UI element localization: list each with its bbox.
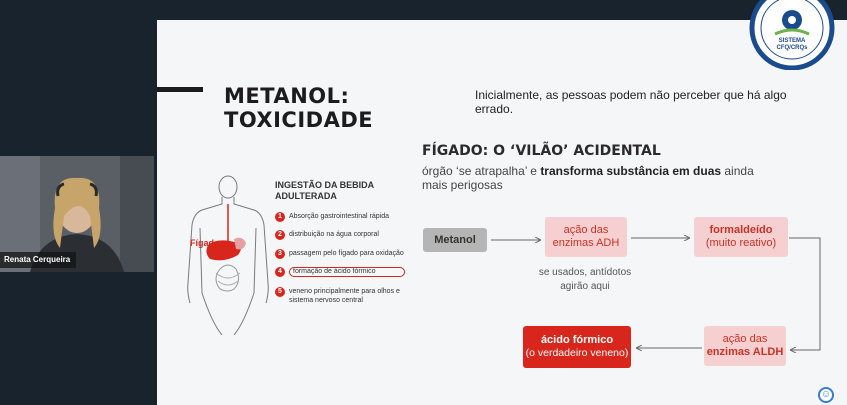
step-item [275, 287, 407, 304]
step-number-badge: 1 [275, 212, 285, 222]
antidote-note: se usados, antídotos agirão aqui [538, 267, 632, 292]
step-text: veneno principalmente para olhos e sistema nervoso central [289, 288, 400, 304]
step-number-badge: 5 [275, 287, 285, 297]
body-outline-icon [172, 173, 284, 335]
step-text: formação de ácido fórmico [289, 267, 405, 277]
ingestion-title: INGESTÃO DA BEBIDA ADULTERADA [275, 180, 374, 201]
section-title: FÍGADO: O ‘VILÃO’ ACIDENTAL [422, 143, 661, 159]
participant-name-label: Renata Cerqueira [0, 252, 76, 268]
flow-box-adh: ação das enzimas ADH [545, 217, 627, 257]
step-item [275, 249, 407, 263]
accessibility-icon[interactable]: ☺ [818, 387, 834, 403]
step-number-badge: 2 [275, 230, 285, 240]
arrow-formaldeido-aldh [789, 238, 820, 350]
step-text: Absorção gastrointestinal rápida [289, 213, 390, 220]
liver-label: Fígado [190, 238, 220, 248]
section-subtitle: órgão ‘se atrapalha’ e transforma substância em duas ainda mais perigosas [422, 164, 754, 192]
step-number-badge: 3 [275, 249, 285, 259]
step-item [275, 212, 407, 226]
slide-title [224, 84, 373, 132]
flow-box-aldh: ação das enzimas ALDH [704, 326, 786, 366]
step-text: passagem pelo fígado para oxidação [289, 250, 404, 257]
flow-box-metanol: Metanol [423, 228, 487, 252]
human-body-illustration [172, 173, 284, 335]
presentation-slide [157, 20, 847, 405]
step-text: distribuição na água corporal [289, 231, 379, 238]
flow-box-acido-formico: ácido fórmico (o verdadeiro veneno) [523, 326, 631, 368]
title-line-2: TOXICIDADE [224, 108, 374, 132]
title-accent-bar [157, 87, 203, 92]
intro-text: Inicialmente, as pessoas podem não perceber que há algo errado. [475, 88, 787, 116]
step-item [275, 230, 407, 244]
step-item-highlighted [275, 267, 405, 281]
sistema-cfq-logo [741, 0, 843, 70]
logo-text-cfq: CFQ/CRQs [776, 45, 808, 51]
step-number-badge: 4 [275, 267, 285, 277]
title-line-1: METANOL: [224, 84, 350, 108]
flow-box-formaldeido: formaldeído (muito reativo) [694, 217, 788, 257]
gear-emblem-icon [741, 0, 843, 70]
logo-text-sistema: SISTEMA [778, 38, 806, 44]
